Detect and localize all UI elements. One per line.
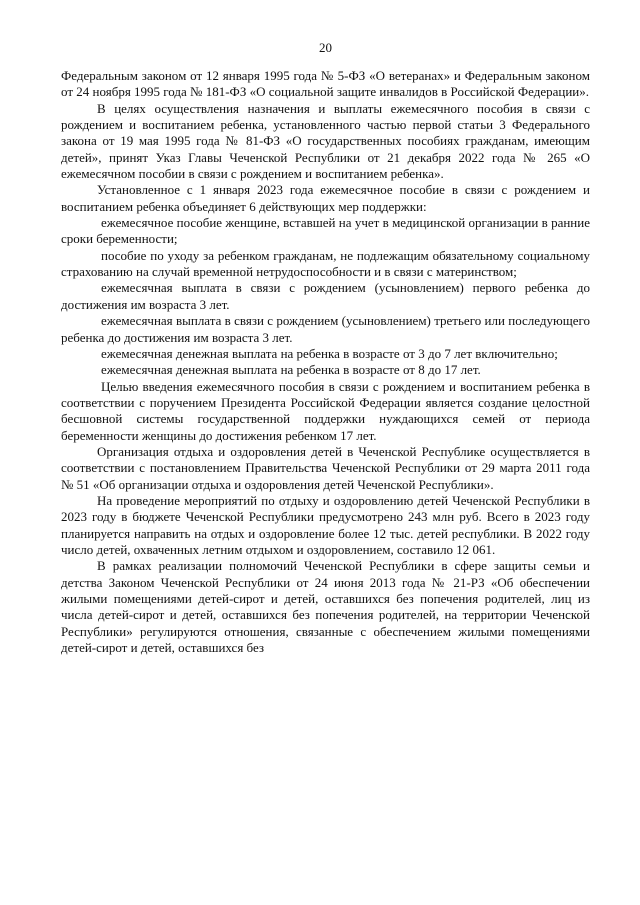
paragraph: Организация отдыха и оздоровления детей в Чеченской Республике осуществляется в соответствии с постановлением Правительства Чеченской Республики от 29 марта 2011 года № 51 «Об организации отдыха и оздоровления детей Чеченской Республики». (61, 443, 590, 492)
document-body (61, 68, 590, 656)
list-item-paragraph: ежемесячная денежная выплата на ребенка в возрасте от 3 до 7 лет включительно; (101, 345, 558, 361)
page-number: 20 (319, 40, 332, 55)
paragraph: В рамках реализации полномочий Чеченской Республики в сфере защиты семьи и детства Законом Чеченской Республики от 24 июня 2013 года № 21-РЗ «Об обеспечении жилыми помещениями детей-сирот и детей, оставшихся без попечения родителей, лиц из числа детей-сирот и детей, оставшихся без попечения родителей, на территории Чеченской Республики» регулируются отношения, связанные с обеспечением жилыми помещениями детей-сирот и детей, оставшихся без (61, 558, 590, 656)
paragraph: Федеральным законом от 12 января 1995 года № 5-ФЗ «О ветеранах» и Федеральным законом от 24 ноября 1995 года № 181-ФЗ «О социальной защите инвалидов в Российской Федерации». (61, 68, 590, 100)
paragraph: В целях осуществления назначения и выплаты ежемесячного пособия в связи с рождением и воспитанием ребенка, установленного частью первой статьи 3 Федерального закона от 19 мая 1995 года № 81-ФЗ «О государственных пособиях гражданам, имеющим детей», принят Указ Главы Чеченской Республики от 21 декабря 2022 года № 265 «О ежемесячном пособии в связи с рождением и воспитанием ребенка». (61, 100, 590, 182)
paragraph: Установленное с 1 января 2023 года ежемесячное пособие в связи с рождением и воспитанием ребенка объединяет 6 действующих мер поддержки: (61, 182, 590, 214)
list-item-paragraph: Целью введения ежемесячного пособия в связи с рождением и воспитанием ребенка в соответствии с поручением Президента Российской Федерации является создание целостной бесшовной системы государственной поддержки нуждающихся семей от периода беременности женщины до достижения ребенком 17 лет. (61, 378, 590, 443)
list-item-paragraph: ежемесячная выплата в связи с рождением (усыновлением) третьего или последующего ребенка до достижения им возраста 3 лет. (61, 313, 590, 345)
paragraph: На проведение мероприятий по отдыху и оздоровлению детей Чеченской Республики в 2023 году в бюджете Чеченской Республики предусмотрено 243 млн руб. Всего в 2023 году планируется направить на отдых и оздоровление более 12 тыс. детей республики. В 2022 году число детей, охваченных летним отдыхом и оздоровлением, составило 12 061. (61, 492, 590, 557)
list-item-paragraph: ежемесячная выплата в связи с рождением (усыновлением) первого ребенка до достижения им возраста 3 лет. (61, 280, 590, 312)
list-item-paragraph: ежемесячное пособие женщине, вставшей на учет в медицинской организации в ранние сроки беременности; (61, 215, 590, 247)
list-item-paragraph: пособие по уходу за ребенком гражданам, не подлежащим обязательному социальному страхованию на случай временной нетрудоспособности и в связи с материнством; (61, 247, 590, 280)
list-item-paragraph: ежемесячная денежная выплата на ребенка в возрасте от 8 до 17 лет. (101, 362, 481, 378)
